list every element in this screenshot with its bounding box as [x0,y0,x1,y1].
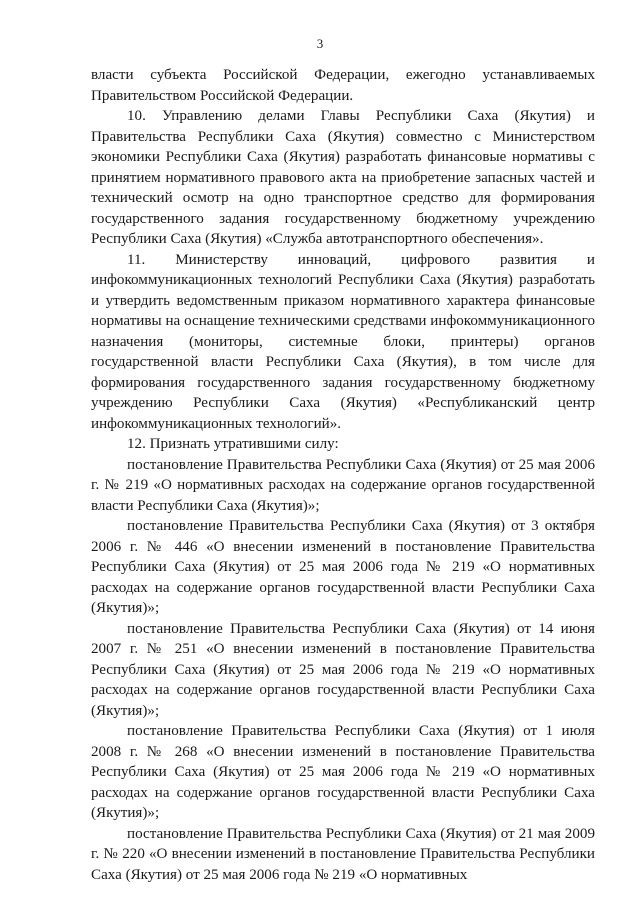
document-body [91,65,595,885]
page-number: 3 [316,36,324,51]
repealed-act-3: постановление Правительства Республики Саха (Якутия) от 14 июня 2007 г. № 251 «О внесении изменений в постановление Правительства Республики Саха (Якутия) от 25 мая 2006 года № 219 «О нормативных расходах на содержание органов государственной власти Республики Саха (Якутия)»; [91,620,595,719]
paragraph-item-12: 12. Признать утратившими силу: [127,436,339,452]
repealed-act-2: постановление Правительства Республики Саха (Якутия) от 3 октября 2006 г. № 446 «О внесении изменений в постановление Правительства Республики Саха (Якутия) от 25 мая 2006 года № 219 «О нормативных расходах на содержание органов государственной власти Республики Саха (Якутия)»; [91,518,595,616]
paragraph-item-11: 11. Министерству инноваций, цифрового развития и инфокоммуникационных технологий Республики Саха (Якутия) разработать и утвердить ведомственным приказом нормативного характера финансовые нормативы на оснащение техническими средствами инфокоммуникационного назначения (мониторы, системные блоки, принтеры) органов государственной власти Республики Саха (Якутия), в том числе для формирования государственного задания государственному бюджетному учреждению Республики Саха (Якутия) «Республиканский центр инфокоммуникационных технологий». [91,251,595,432]
repealed-act-4: постановление Правительства Республики Саха (Якутия) от 1 июля 2008 г. № 268 «О внесении изменений в постановление Правительства Республики Саха (Якутия) от 25 мая 2006 года № 219 «О нормативных расходах на содержание органов государственной власти Республики Саха (Якутия)»; [91,723,595,821]
paragraph-continuation: власти субъекта Российской Федерации, ежегодно устанавливаемых Правительством Российской Федерации. [91,67,595,104]
repealed-act-1: постановление Правительства Республики Саха (Якутия) от 25 мая 2006 г. № 219 «О нормативных расходах на содержание органов государственной власти Республики Саха (Якутия)»; [91,456,595,514]
paragraph-item-10: 10. Управлению делами Главы Республики Саха (Якутия) и Правительства Республики Саха (Якутия) совместно с Министерством экономики Республики Саха (Якутия) разработать финансовые нормативы с принятием нормативного правового акта на приобретение запасных частей и технический осмотр на одно транспортное средство для формирования государственного задания государственному бюджетному учреждению Республики Саха (Якутия) «Служба автотранспортного обеспечения». [91,108,595,247]
repealed-act-5: постановление Правительства Республики Саха (Якутия) от 21 мая 2009 г. № 220 «О внесении изменений в постановление Правительства Республики Саха (Якутия) от 25 мая 2006 года № 219 «О нормативных [91,825,595,883]
